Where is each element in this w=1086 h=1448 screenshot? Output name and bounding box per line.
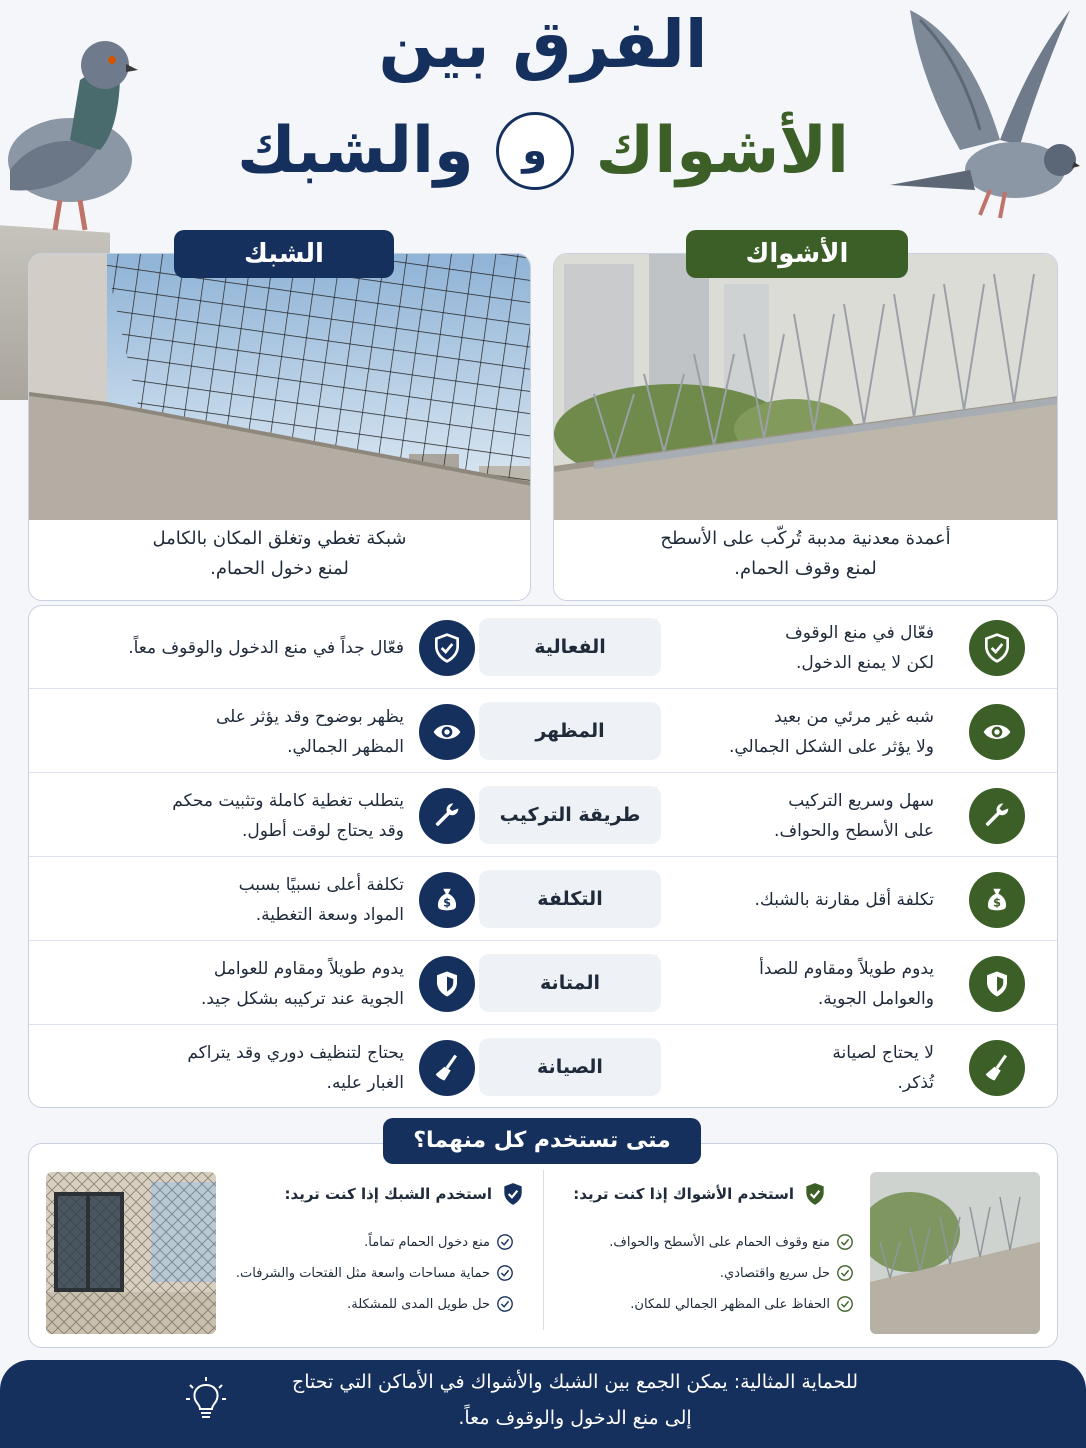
spikes-label: الأشواك [686, 230, 908, 278]
broom-icon [969, 1040, 1025, 1096]
spikes-card [553, 253, 1058, 601]
nets-cell-line: يحتاج لتنظيف دوري وقد يتراكم [187, 1042, 404, 1063]
money-bag-icon [969, 872, 1025, 928]
nets-cell-line: تكلفة أعلى نسبيًا بسبب [238, 874, 404, 895]
criterion-label: الصيانة [479, 1038, 661, 1096]
nets-when-heading: استخدم الشبك إذا كنت تريد: [262, 1181, 526, 1207]
nets-cell-line: فعّال جداً في منع الدخول والوقوف معاً. [128, 637, 404, 658]
divider [543, 1170, 544, 1330]
wrench-icon [969, 788, 1025, 844]
spikes-description: أعمدة معدنية مدببة تُركّب على الأسطح لمنع وقوف الحمام. [660, 528, 951, 579]
table-row [29, 858, 1057, 941]
nets-cell-line: الجوية عند تركيبه بشكل جيد. [200, 988, 404, 1009]
check-circle-icon [496, 1295, 514, 1313]
title-spikes: الأشواك [595, 114, 849, 188]
shield-durability-icon [419, 956, 475, 1012]
spikes-cell-line: والعوامل الجوية. [817, 988, 934, 1009]
nets-cell-line: وقد يحتاج لوقت أطول. [241, 820, 404, 841]
eye-icon [969, 704, 1025, 760]
shield-check-icon [802, 1181, 828, 1207]
shield-check-icon [500, 1181, 526, 1207]
spikes-cell-line: يدوم طويلاً ومقاوم للصدأ [759, 958, 934, 979]
shield-check-icon [419, 620, 475, 676]
table-row [29, 942, 1057, 1025]
money-bag-icon [419, 872, 475, 928]
criterion-label: طريقة التركيب [479, 786, 661, 844]
check-circle-icon [836, 1295, 854, 1313]
spikes-ledge-photo [870, 1172, 1040, 1334]
title-nets: والشبك [237, 114, 474, 188]
spikes-cell-line: شبه غير مرئي من بعيد [774, 706, 934, 727]
wrench-icon [419, 788, 475, 844]
nets-when-item: حل طويل المدى للمشكلة. [228, 1293, 514, 1315]
spikes-cell-line: سهل وسريع التركيب [788, 790, 934, 811]
spikes-cell-line: ولا يؤثر على الشكل الجمالي. [728, 736, 934, 757]
spikes-when-item: منع وقوف الحمام على الأسطح والحواف. [560, 1231, 854, 1253]
svg-text:$: $ [443, 896, 451, 910]
footer-text: للحماية المثالية: يمكن الجمع بين الشبك والأشواك في الأماكن التي تحتاج إلى منع الدخول والوقوف معاً. [291, 1371, 859, 1429]
check-circle-icon [496, 1264, 514, 1282]
eye-icon [419, 704, 475, 760]
table-row [29, 774, 1057, 857]
criterion-label: التكلفة [479, 870, 661, 928]
shield-durability-icon [969, 956, 1025, 1012]
spikes-when-item: الحفاظ على المظهر الجمالي للمكان. [560, 1293, 854, 1315]
nets-cell-line: يتطلب تغطية كاملة وتثبيت محكم [172, 790, 404, 811]
nets-cell-line: يدوم طويلاً ومقاوم للعوامل [213, 958, 404, 979]
title-line-1: الفرق بين [378, 6, 708, 83]
title-and-circle: و [496, 112, 574, 190]
lightbulb-icon [182, 1375, 230, 1423]
shield-check-icon [969, 620, 1025, 676]
nets-when-item: منع دخول الحمام تماماً. [228, 1231, 514, 1253]
check-circle-icon [836, 1264, 854, 1282]
when-to-use-title: متى تستخدم كل منهما؟ [383, 1118, 701, 1164]
nets-cell-line: الغبار عليه. [326, 1072, 404, 1093]
spikes-cell-line: تكلفة أقل مقارنة بالشبك. [754, 889, 934, 910]
flying-pigeon-image [880, 0, 1080, 230]
svg-text:$: $ [993, 896, 1001, 910]
table-row [29, 606, 1057, 689]
nets-label: الشبك [174, 230, 394, 278]
nets-photo [29, 254, 530, 520]
check-circle-icon [836, 1233, 854, 1251]
comparison-table [28, 605, 1058, 1108]
spikes-cell-line: لكن لا يمنع الدخول. [795, 652, 934, 673]
nets-cell-line: المواد وسعة التغطية. [255, 904, 404, 925]
criterion-label: الفعالية [479, 618, 661, 676]
spikes-cell-line: على الأسطح والحواف. [774, 820, 934, 841]
nets-card [28, 253, 531, 601]
nets-description: شبكة تغطي وتغلق المكان بالكامل لمنع دخول الحمام. [152, 528, 407, 579]
criterion-label: المتانة [479, 954, 661, 1012]
spikes-when-heading: استخدم الأشواك إذا كنت تريد: [566, 1181, 828, 1207]
spikes-cell-line: تُذكر. [897, 1072, 934, 1093]
nets-cell-line: المظهر الجمالي. [287, 736, 404, 757]
standing-pigeon-image [0, 20, 140, 240]
spikes-photo [554, 254, 1057, 520]
broom-icon [419, 1040, 475, 1096]
check-circle-icon [496, 1233, 514, 1251]
table-row [29, 690, 1057, 773]
nets-window-photo [46, 1172, 216, 1334]
spikes-cell-line: فعّال في منع الوقوف [785, 622, 934, 643]
nets-when-item: حماية مساحات واسعة مثل الفتحات والشرفات. [200, 1262, 514, 1284]
spikes-when-item: حل سريع واقتصادي. [560, 1262, 854, 1284]
criterion-label: المظهر [479, 702, 661, 760]
spikes-cell-line: لا يحتاج لصيانة [832, 1042, 934, 1063]
nets-cell-line: يظهر بوضوح وقد يؤثر على [215, 706, 404, 727]
table-row [29, 1026, 1057, 1108]
